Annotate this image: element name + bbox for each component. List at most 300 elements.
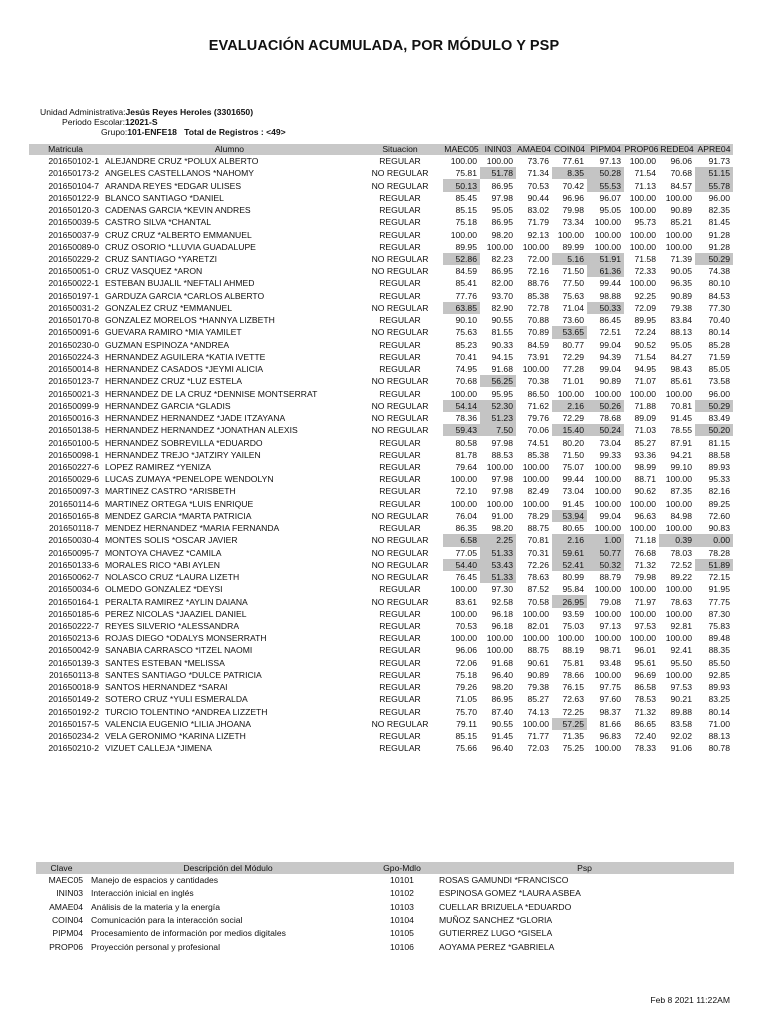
col-header: AMAE04 (517, 144, 551, 154)
grade-cell: 72.60 (708, 510, 730, 521)
grade-cell: 79.76 (527, 413, 549, 424)
matricula-cell: 201650097-3 (48, 486, 99, 497)
modules-header-row (36, 862, 734, 874)
grade-cell: 70.89 (527, 327, 549, 338)
grade-cell: 71.05 (455, 694, 477, 705)
grade-cell: 86.50 (527, 388, 549, 399)
grade-cell: 51.33 (480, 571, 516, 583)
grade-cell: 88.13 (670, 327, 692, 338)
alumno-cell: MARTINEZ ORTEGA *LUIS ENRIQUE (105, 498, 254, 509)
grade-cell: 80.78 (708, 743, 730, 754)
grade-cell: 89.95 (455, 241, 477, 252)
grade-cell: 100.00 (665, 498, 692, 509)
grade-cell: 90.89 (527, 669, 549, 680)
alumno-cell: ROJAS DIEGO *ODALYS MONSERRATH (105, 633, 267, 644)
table-row (29, 167, 733, 179)
grade-cell: 97.98 (491, 437, 513, 448)
matricula-cell: 201650197-1 (48, 290, 99, 301)
grade-cell: 54.40 (443, 559, 480, 571)
matricula-cell: 201650016-3 (48, 413, 99, 424)
grade-cell: 100.00 (665, 633, 692, 644)
table-row (29, 375, 733, 387)
grade-cell: 100.00 (629, 241, 656, 252)
grade-cell: 100.00 (594, 669, 621, 680)
matricula-cell: 201650030-4 (48, 535, 99, 546)
grade-cell: 75.25 (562, 743, 584, 754)
grade-cell: 100.00 (486, 645, 513, 656)
grade-cell: 95.84 (562, 584, 584, 595)
matricula-cell: 201650114-6 (48, 498, 99, 509)
matricula-cell: 201650034-6 (48, 584, 99, 595)
grade-cell: 93.48 (599, 657, 621, 668)
grade-cell: 89.09 (634, 413, 656, 424)
grade-cell: 70.06 (527, 425, 549, 436)
table-row (29, 485, 733, 497)
situacion-cell: REGULAR (379, 461, 421, 472)
grade-cell: 51.33 (480, 547, 516, 559)
grade-cell: 100.00 (594, 474, 621, 485)
grade-cell: 94.95 (634, 364, 656, 375)
situacion-cell: REGULAR (379, 645, 421, 656)
alumno-cell: HERNANDEZ AGUILERA *KATIA IVETTE (105, 351, 266, 362)
table-row (29, 657, 733, 669)
grade-cell: 70.41 (455, 351, 477, 362)
table-row (29, 253, 733, 265)
grade-cell: 100.00 (665, 669, 692, 680)
grade-cell: 94.15 (491, 351, 513, 362)
module-psp: CUELLAR BRIZUELA *EDUARDO (439, 901, 572, 912)
module-gpo: 10106 (390, 941, 414, 952)
alumno-cell: SANTES ESTEBAN *MELISSA (105, 657, 225, 668)
matricula-cell: 201650157-5 (48, 718, 99, 729)
grade-cell: 89.88 (670, 706, 692, 717)
grade-cell: 72.40 (634, 731, 656, 742)
grade-cell: 71.54 (634, 168, 656, 179)
grupo-line (101, 127, 286, 138)
situacion-cell: REGULAR (379, 217, 421, 228)
situacion-cell: REGULAR (379, 205, 421, 216)
grade-cell: 96.00 (708, 192, 730, 203)
grade-cell: 100.00 (629, 156, 656, 167)
situacion-cell: NO REGULAR (371, 266, 429, 277)
situacion-cell: REGULAR (379, 633, 421, 644)
situacion-cell: REGULAR (379, 706, 421, 717)
matricula-cell: 201650227-6 (48, 461, 99, 472)
grade-cell: 92.13 (527, 229, 549, 240)
grade-cell: 77.05 (455, 547, 477, 558)
module-row (36, 874, 734, 887)
grade-cell: 98.20 (491, 229, 513, 240)
grade-cell: 87.52 (527, 584, 549, 595)
grade-cell: 96.35 (670, 278, 692, 289)
grade-cell: 85.15 (455, 205, 477, 216)
alumno-cell: HERNANDEZ HERNANDEZ *JONATHAN ALEXIS (105, 425, 298, 436)
grade-cell: 95.50 (670, 657, 692, 668)
grade-cell: 79.11 (456, 718, 477, 729)
module-gpo: 10103 (390, 901, 414, 912)
grade-cell: 75.07 (562, 461, 584, 472)
grade-cell: 100.00 (629, 388, 656, 399)
grade-cell: 98.88 (599, 290, 621, 301)
situacion-cell: REGULAR (379, 621, 421, 632)
grade-cell: 51.89 (695, 559, 733, 571)
grade-cell: 78.36 (455, 413, 477, 424)
grade-cell: 71.34 (527, 168, 549, 179)
situacion-cell: REGULAR (379, 669, 421, 680)
situacion-cell: NO REGULAR (371, 596, 429, 607)
col-header: Matricula (48, 144, 83, 154)
grade-cell: 93.70 (491, 290, 513, 301)
grade-cell: 96.96 (562, 192, 584, 203)
grade-cell: 79.64 (455, 461, 477, 472)
grade-cell: 97.98 (491, 474, 513, 485)
table-row (29, 155, 733, 167)
matricula-cell: 201650100-5 (48, 437, 99, 448)
grade-cell: 71.18 (634, 535, 656, 546)
table-row (29, 742, 733, 754)
grade-cell: 85.27 (527, 694, 549, 705)
grade-cell: 82.35 (708, 205, 730, 216)
col-header: PIPM04 (590, 144, 621, 154)
matricula-cell: 201650230-0 (48, 339, 99, 350)
grade-cell: 79.98 (634, 572, 656, 583)
grade-cell: 86.95 (491, 694, 513, 705)
grade-cell: 5.16 (552, 253, 587, 265)
alumno-cell: TURCIO TOLENTINO *ANDREA LIZZETH (105, 706, 268, 717)
grade-cell: 0.00 (695, 534, 733, 546)
grade-cell: 71.54 (634, 351, 656, 362)
alumno-cell: GONZALEZ MORELOS *HANNYA LIZBETH (105, 315, 275, 326)
grade-cell: 100.00 (594, 608, 621, 619)
grade-cell: 100.00 (665, 474, 692, 485)
situacion-cell: REGULAR (379, 351, 421, 362)
grade-cell: 82.90 (491, 302, 513, 313)
grade-cell: 85.45 (455, 192, 477, 203)
grade-cell: 8.35 (552, 167, 587, 179)
grade-cell: 100.00 (450, 474, 477, 485)
module-clave: MAEC05 (48, 875, 83, 886)
grade-cell: 81.66 (599, 718, 621, 729)
grade-cell: 70.68 (670, 168, 692, 179)
matricula-cell: 201650029-6 (48, 474, 99, 485)
matricula-cell: 201650170-8 (48, 315, 99, 326)
situacion-cell: NO REGULAR (371, 425, 429, 436)
grade-cell: 100.00 (486, 156, 513, 167)
grade-cell: 78.63 (670, 596, 692, 607)
grade-cell: 71.32 (634, 559, 656, 570)
alumno-cell: CASTRO SILVA *CHANTAL (105, 217, 212, 228)
grade-cell: 59.61 (552, 547, 587, 559)
table-row (29, 204, 733, 216)
grade-cell: 75.63 (562, 290, 584, 301)
grade-cell: 57.25 (552, 718, 587, 730)
matricula-cell: 201650021-3 (48, 388, 99, 399)
grade-cell: 87.91 (670, 437, 692, 448)
grade-cell: 96.83 (599, 731, 621, 742)
grade-cell: 86.35 (455, 523, 477, 534)
matricula-cell: 201650113-8 (48, 669, 99, 680)
grade-cell: 75.83 (708, 621, 730, 632)
matricula-cell: 201650149-2 (48, 694, 99, 705)
module-psp: ESPINOSA GOMEZ *LAURA ASBEA (439, 888, 581, 899)
module-clave: PROP06 (49, 941, 83, 952)
matricula-cell: 201650185-6 (48, 608, 99, 619)
grade-cell: 99.04 (599, 339, 621, 350)
grade-cell: 2.16 (552, 534, 587, 546)
situacion-cell: REGULAR (379, 388, 421, 399)
situacion-cell: REGULAR (379, 486, 421, 497)
total-registros: Total de Registros : <49> (184, 127, 286, 137)
situacion-cell: NO REGULAR (371, 253, 429, 264)
matricula-cell: 201650222-7 (48, 621, 99, 632)
grade-cell: 100.00 (557, 388, 584, 399)
grade-cell: 83.25 (708, 694, 730, 705)
grade-cell: 59.43 (443, 424, 480, 436)
grade-cell: 71.97 (634, 596, 656, 607)
grade-cell: 71.32 (634, 706, 656, 717)
grade-cell: 91.28 (708, 229, 730, 240)
matricula-cell: 201650192-2 (48, 706, 99, 717)
alumno-cell: LUCAS ZUMAYA *PENELOPE WENDOLYN (105, 474, 274, 485)
grade-cell: 75.70 (455, 706, 477, 717)
grade-cell: 85.15 (455, 731, 477, 742)
grade-cell: 71.35 (562, 731, 584, 742)
grade-cell: 97.98 (491, 486, 513, 497)
grade-cell: 99.10 (670, 461, 692, 472)
grade-cell: 76.04 (455, 510, 477, 521)
situacion-cell: REGULAR (379, 192, 421, 203)
grade-cell: 91.28 (708, 241, 730, 252)
alumno-cell: HERNANDEZ DE LA CRUZ *DENNISE MONTSERRAT (105, 388, 318, 399)
col-header: APRE04 (697, 144, 731, 154)
grade-cell: 52.30 (480, 400, 516, 412)
modules-body (36, 874, 734, 954)
grade-cell: 94.21 (670, 449, 692, 460)
alumno-cell: LOPEZ RAMIREZ *YENIZA (105, 461, 212, 472)
grade-cell: 86.95 (491, 180, 513, 191)
grade-cell: 86.58 (634, 682, 656, 693)
grade-cell: 89.99 (562, 241, 584, 252)
grade-cell: 54.14 (443, 400, 480, 412)
grade-cell: 100.00 (629, 205, 656, 216)
grade-cell: 79.26 (455, 682, 477, 693)
grade-cell: 100.00 (522, 241, 549, 252)
situacion-cell: NO REGULAR (371, 559, 429, 570)
alumno-cell: SANABIA CARRASCO *ITZEL NAOMI (105, 645, 253, 656)
grade-cell: 70.38 (527, 376, 549, 387)
grade-cell: 86.95 (491, 217, 513, 228)
grupo-label: Grupo: (101, 127, 128, 137)
grade-cell: 99.04 (599, 510, 621, 521)
grade-cell: 73.34 (562, 217, 584, 228)
module-row (36, 901, 734, 914)
situacion-cell: NO REGULAR (371, 180, 429, 191)
print-timestamp: Feb 8 2021 11:22AM (650, 995, 730, 1005)
grade-cell: 95.95 (491, 388, 513, 399)
situacion-cell: REGULAR (379, 731, 421, 742)
grade-cell: 88.71 (634, 474, 656, 485)
grade-cell: 76.68 (634, 547, 656, 558)
grade-cell: 88.75 (527, 645, 549, 656)
table-row (29, 473, 733, 485)
grade-cell: 72.15 (708, 572, 730, 583)
alumno-cell: GUZMAN ESPINOZA *ANDREA (105, 339, 230, 350)
grade-cell: 95.05 (491, 205, 513, 216)
grade-cell: 81.55 (491, 327, 513, 338)
grade-cell: 78.03 (670, 547, 692, 558)
table-row (29, 314, 733, 326)
grade-cell: 100.00 (629, 523, 656, 534)
table-row (29, 522, 733, 534)
grade-cell: 70.40 (708, 315, 730, 326)
grade-cell: 100.00 (594, 486, 621, 497)
module-gpo: 10102 (390, 888, 414, 899)
grade-cell: 84.59 (527, 339, 549, 350)
matricula-cell: 201650051-0 (48, 266, 99, 277)
grade-cell: 70.81 (670, 400, 692, 411)
modules-col-gpo: Gpo-Mdlo (383, 863, 421, 873)
grade-cell: 80.10 (708, 278, 730, 289)
grade-cell: 88.75 (527, 523, 549, 534)
grade-cell: 51.23 (480, 412, 516, 424)
grade-cell: 78.29 (527, 510, 549, 521)
module-clave: COIN04 (51, 915, 83, 926)
alumno-cell: GUEVARA RAMIRO *MIA YAMILET (105, 327, 242, 338)
alumno-cell: MENDEZ HERNANDEZ *MARIA FERNANDA (105, 523, 280, 534)
table-row (29, 669, 733, 681)
table-row (29, 534, 733, 546)
grade-cell: 85.23 (455, 339, 477, 350)
grade-cell: 96.06 (670, 156, 692, 167)
grade-cell: 86.95 (491, 266, 513, 277)
grade-cell: 100.00 (486, 498, 513, 509)
alumno-cell: VELA GERONIMO *KARINA LIZETH (105, 731, 246, 742)
grade-cell: 91.95 (708, 584, 730, 595)
grade-cell: 71.58 (634, 253, 656, 264)
grade-cell: 97.75 (599, 682, 621, 693)
grade-cell: 84.53 (708, 290, 730, 301)
matricula-cell: 201650234-2 (48, 731, 99, 742)
periodo-label: Periodo Escolar: (62, 117, 126, 127)
grade-cell: 100.00 (522, 364, 549, 375)
situacion-cell: NO REGULAR (371, 718, 429, 729)
col-header: ININ03 (484, 144, 512, 154)
module-psp: ROSAS GAMUNDI *FRANCISCO (439, 875, 569, 886)
grade-cell: 97.30 (491, 584, 513, 595)
situacion-cell: NO REGULAR (371, 413, 429, 424)
table-row (29, 241, 733, 253)
grade-cell: 50.29 (695, 400, 733, 412)
grade-cell: 83.49 (708, 413, 730, 424)
grade-cell: 100.00 (486, 241, 513, 252)
grade-cell: 71.88 (634, 400, 656, 411)
situacion-cell: NO REGULAR (371, 400, 429, 411)
grade-cell: 91.68 (491, 657, 513, 668)
grade-cell: 78.55 (670, 425, 692, 436)
grade-cell: 55.78 (695, 179, 733, 191)
grade-cell: 52.86 (443, 253, 480, 265)
table-row (29, 302, 733, 314)
grade-cell: 100.00 (665, 241, 692, 252)
grades-body (29, 155, 733, 754)
grade-cell: 100.00 (486, 461, 513, 472)
alumno-cell: CRUZ VASQUEZ *ARON (105, 266, 203, 277)
module-desc: Proyección personal y profesional (91, 941, 220, 952)
grade-cell: 85.50 (708, 657, 730, 668)
alumno-cell: CRUZ OSORIO *LLUVIA GUADALUPE (105, 241, 256, 252)
grade-cell: 74.13 (527, 706, 549, 717)
grade-cell: 98.37 (599, 706, 621, 717)
grade-cell: 96.01 (634, 645, 656, 656)
module-clave: PIPM04 (52, 928, 83, 939)
grade-cell: 96.06 (455, 645, 477, 656)
matricula-cell: 201650213-6 (48, 633, 99, 644)
table-row (29, 461, 733, 473)
situacion-cell: NO REGULAR (371, 510, 429, 521)
grade-cell: 87.30 (708, 608, 730, 619)
matricula-cell: 201650118-7 (48, 523, 99, 534)
grade-cell: 78.33 (634, 743, 656, 754)
situacion-cell: REGULAR (379, 449, 421, 460)
grade-cell: 100.00 (450, 229, 477, 240)
matricula-cell: 201650039-5 (48, 217, 99, 228)
grade-cell: 85.27 (634, 437, 656, 448)
grade-cell: 72.52 (670, 559, 692, 570)
module-clave: ININ03 (56, 888, 83, 899)
grade-cell: 7.50 (480, 424, 516, 436)
grade-cell: 75.03 (562, 621, 584, 632)
situacion-cell: REGULAR (379, 437, 421, 448)
grade-cell: 95.61 (634, 657, 656, 668)
grade-cell: 100.00 (594, 217, 621, 228)
table-row (29, 595, 733, 607)
grade-cell: 100.00 (557, 229, 584, 240)
matricula-cell: 201650099-9 (48, 400, 99, 411)
grade-cell: 90.52 (634, 339, 656, 350)
grade-cell: 83.84 (670, 315, 692, 326)
grade-cell: 91.68 (491, 364, 513, 375)
table-row (29, 644, 733, 656)
grade-cell: 72.03 (527, 743, 549, 754)
grade-cell: 100.00 (522, 461, 549, 472)
unidad-value: Jesús Reyes Heroles (3301650) (125, 107, 254, 117)
grade-cell: 93.59 (562, 608, 584, 619)
grade-cell: 79.38 (527, 682, 549, 693)
grade-cell: 100.00 (665, 192, 692, 203)
alumno-cell: HERNANDEZ GARCIA *GLADIS (105, 400, 231, 411)
situacion-cell: REGULAR (379, 290, 421, 301)
table-row (29, 559, 733, 571)
grade-cell: 78.68 (599, 413, 621, 424)
grade-cell: 97.53 (634, 621, 656, 632)
grade-cell: 79.98 (562, 205, 584, 216)
grade-cell: 97.60 (599, 694, 621, 705)
grade-cell: 71.77 (527, 731, 549, 742)
situacion-cell: REGULAR (379, 682, 421, 693)
grade-cell: 2.25 (480, 534, 516, 546)
matricula-cell: 201650138-5 (48, 425, 99, 436)
grade-cell: 95.73 (634, 217, 656, 228)
grade-cell: 85.21 (670, 217, 692, 228)
alumno-cell: NOLASCO CRUZ *LAURA LIZETH (105, 572, 240, 583)
situacion-cell: NO REGULAR (371, 535, 429, 546)
grade-cell: 88.76 (527, 278, 549, 289)
grade-cell: 72.06 (455, 657, 477, 668)
grade-cell: 100.00 (486, 633, 513, 644)
grade-cell: 79.38 (670, 302, 692, 313)
alumno-cell: ESTEBAN BUJALIL *NEFTALI AHMED (105, 278, 255, 289)
alumno-cell: ARANDA REYES *EDGAR ULISES (105, 180, 242, 191)
